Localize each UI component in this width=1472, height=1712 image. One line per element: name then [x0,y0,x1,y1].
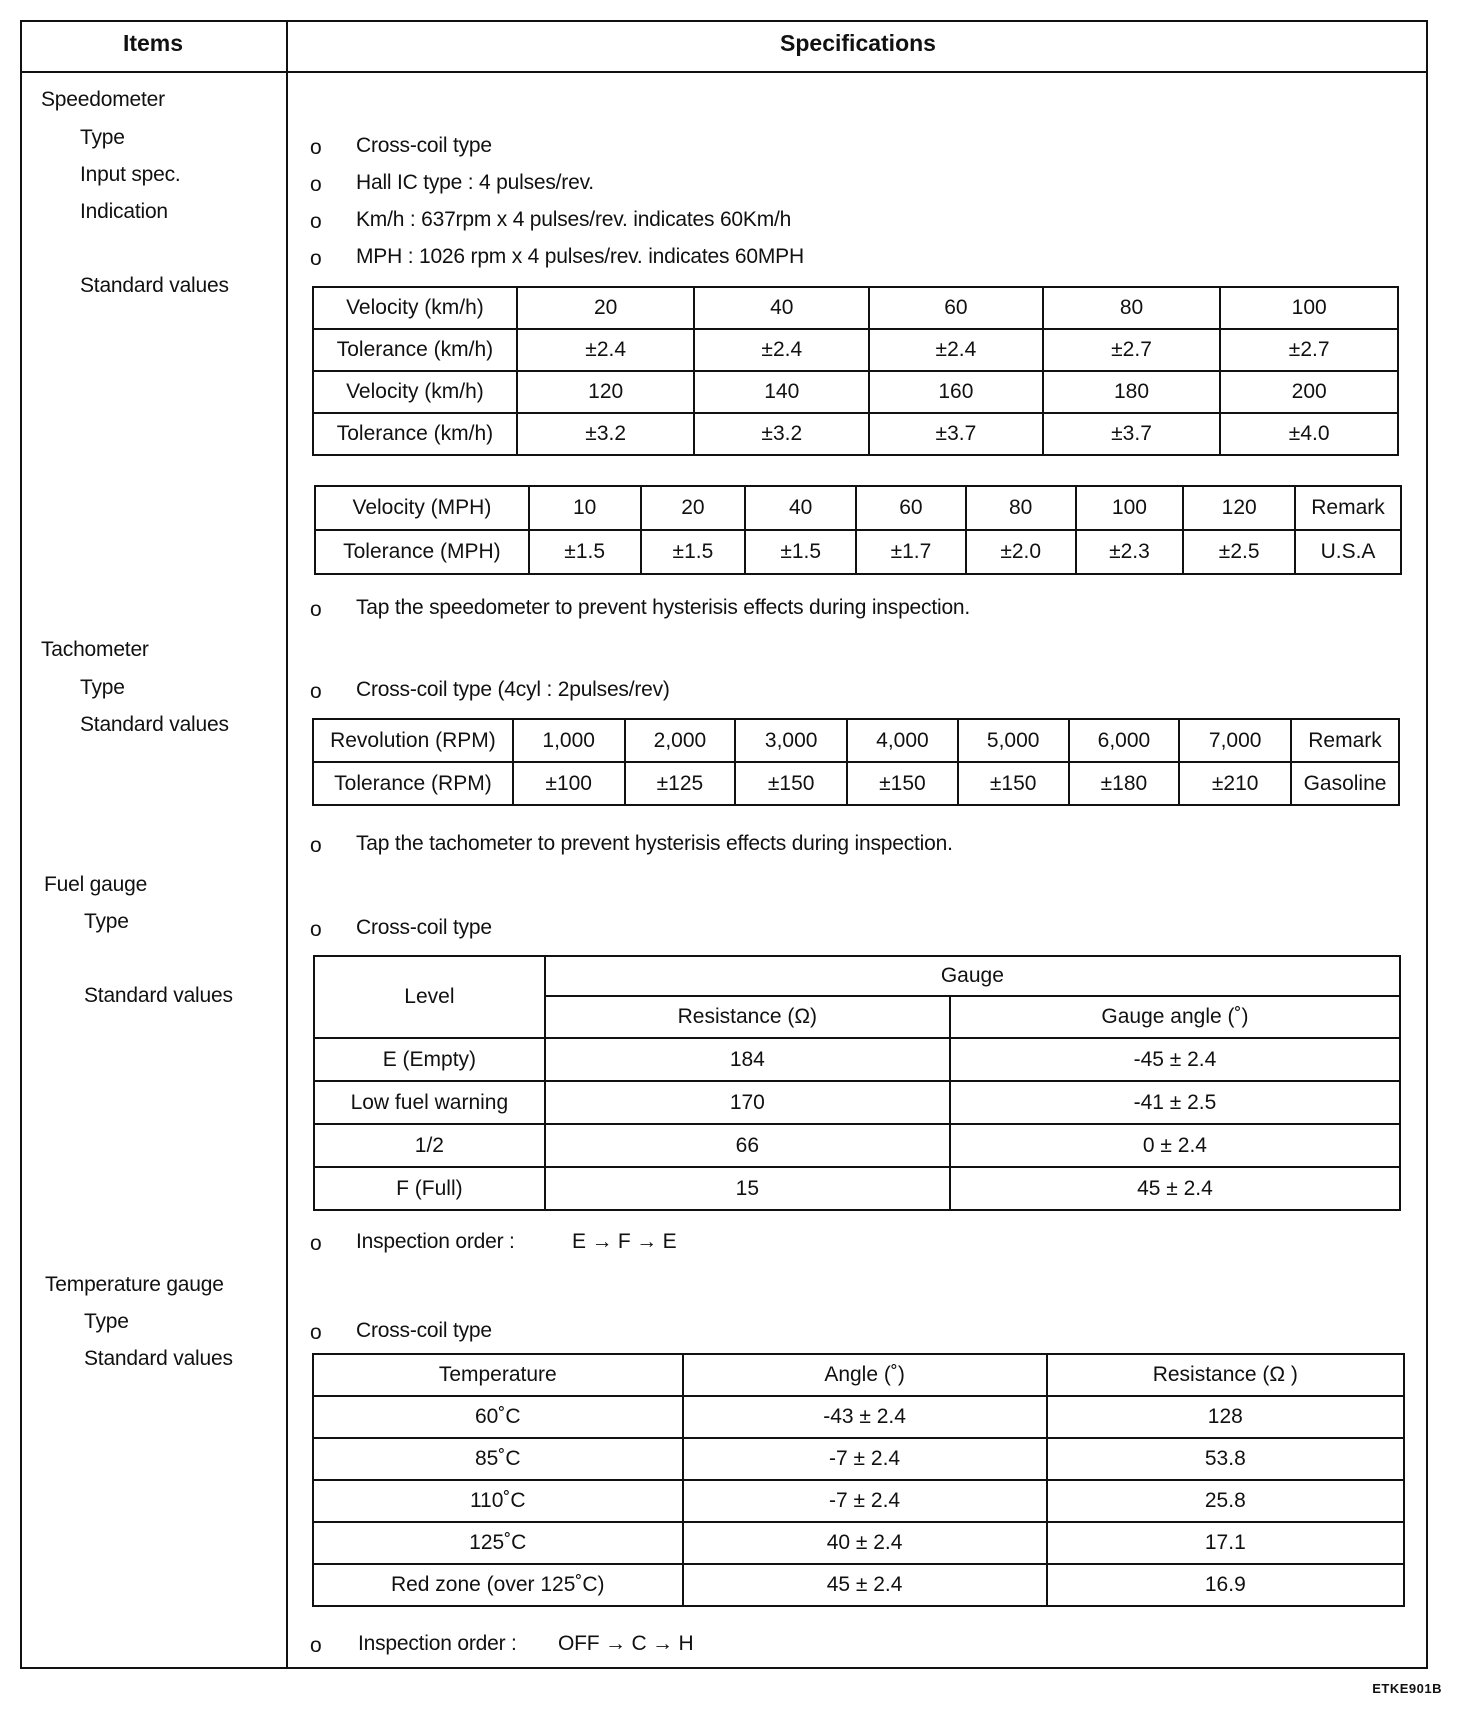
cell: 140 [694,371,869,413]
table-row [314,1081,1400,1124]
bullet: o [310,136,322,159]
table-row [315,486,1401,530]
cell: ±2.0 [966,530,1076,574]
cell: ±210 [1179,762,1291,805]
cell: 5,000 [958,719,1069,762]
row-header: Tolerance (MPH) [315,530,529,574]
gauge-angle-header: Gauge angle (˚) [950,996,1400,1038]
cell: 53.8 [1047,1438,1404,1480]
cell: ±150 [735,762,847,805]
gauge-group-header: Gauge [545,956,1400,996]
table-row [313,287,1398,329]
cell: ±1.7 [856,530,966,574]
cell: ±3.7 [1043,413,1221,455]
row-header: Tolerance (km/h) [313,329,517,371]
cell: -41 ± 2.5 [950,1081,1400,1124]
cell: ±1.5 [529,530,641,574]
cell: 60 [856,486,966,530]
cell: 160 [869,371,1043,413]
cell: 40 [745,486,856,530]
cell: ±2.7 [1220,329,1398,371]
bullet: o [310,247,322,270]
tachometer-type-value: Cross-coil type (4cyl : 2pulses/rev) [356,678,670,701]
temperature-inspection-label: Inspection order : [358,1632,517,1655]
bullet: o [310,173,322,196]
cell: ±2.5 [1183,530,1295,574]
bullet: o [310,680,322,703]
cell: ±2.4 [517,329,695,371]
fuel-gauge-type-value: Cross-coil type [356,916,492,939]
cell: ±3.2 [517,413,695,455]
row-header: Velocity (MPH) [315,486,529,530]
fuel-gauge-title: Fuel gauge [44,873,148,896]
cell: 45 ± 2.4 [683,1564,1047,1606]
table-row [314,1038,1400,1081]
cell: 15 [545,1167,950,1210]
cell: ±4.0 [1220,413,1398,455]
cell: ±2.4 [869,329,1043,371]
cell: 17.1 [1047,1522,1404,1564]
cell: 80 [1043,287,1221,329]
table-row [313,413,1398,455]
cell: 180 [1043,371,1221,413]
row-header: Tolerance (RPM) [313,762,513,805]
speedometer-input-spec-value: Hall IC type : 4 pulses/rev. [356,171,594,194]
cell: Low fuel warning [314,1081,545,1124]
figure-code: ETKE901B [1372,1681,1442,1696]
cell: 66 [545,1124,950,1167]
temperature-header: Temperature [313,1354,683,1396]
cell: 3,000 [735,719,847,762]
cell: 1/2 [314,1124,545,1167]
speedometer-input-spec-label: Input spec. [80,163,181,186]
cell: 10 [529,486,641,530]
tachometer-title: Tachometer [41,638,149,661]
cell: 0 ± 2.4 [950,1124,1400,1167]
speedometer-type-label: Type [80,126,125,149]
remark-header: Remark [1295,486,1401,530]
items-column-header: Items [122,30,184,56]
bullet: o [310,1232,322,1255]
cell: 20 [641,486,746,530]
cell: 200 [1220,371,1398,413]
speedometer-kmh-table [312,286,1399,456]
table-row [313,329,1398,371]
speedometer-indication-label: Indication [80,200,168,223]
cell: 25.8 [1047,1480,1404,1522]
temperature-gauge-type-value: Cross-coil type [356,1319,492,1342]
remark-header: Remark [1291,719,1399,762]
fuel-inspection-order: E → F → E [572,1230,677,1253]
cell: 120 [517,371,695,413]
table-header-row [314,956,1400,996]
table-row [314,1124,1400,1167]
table-header-row [313,1354,1404,1396]
cell: ±150 [847,762,958,805]
level-header: Level [314,956,545,1038]
table-row [313,371,1398,413]
bullet: o [310,1321,322,1344]
speedometer-type-value: Cross-coil type [356,134,492,157]
speedometer-indication-kmh: Km/h : 637rpm x 4 pulses/rev. indicates 60Km/h [356,208,792,231]
tachometer-note: Tap the tachometer to prevent hysterisis effects during inspection. [356,832,953,855]
cell: 110˚C [313,1480,683,1522]
cell: 40 ± 2.4 [683,1522,1047,1564]
temperature-gauge-title: Temperature gauge [45,1273,224,1296]
table-row [313,1438,1404,1480]
table-row [314,1167,1400,1210]
speedometer-indication-mph: MPH : 1026 rpm x 4 pulses/rev. indicates 60MPH [356,245,804,268]
speedometer-title: Speedometer [41,88,165,111]
cell: Red zone (over 125˚C) [313,1564,683,1606]
remark-value: U.S.A [1295,530,1401,574]
cell: 6,000 [1069,719,1180,762]
cell: E (Empty) [314,1038,545,1081]
fuel-gauge-standard-values-label: Standard values [84,984,233,1007]
table-row [313,1564,1404,1606]
cell: 100 [1220,287,1398,329]
angle-header: Angle (˚) [683,1354,1047,1396]
cell: -45 ± 2.4 [950,1038,1400,1081]
specifications-column-header: Specifications [780,30,936,56]
tachometer-type-label: Type [80,676,125,699]
cell: ±2.3 [1076,530,1184,574]
tachometer-table [312,718,1400,806]
row-header: Revolution (RPM) [313,719,513,762]
cell: 128 [1047,1396,1404,1438]
table-row [315,530,1401,574]
bullet: o [310,598,322,621]
cell: 1,000 [513,719,625,762]
cell: ±100 [513,762,625,805]
cell: ±2.7 [1043,329,1221,371]
cell: 2,000 [625,719,736,762]
cell: 40 [694,287,869,329]
cell: 45 ± 2.4 [950,1167,1400,1210]
fuel-inspection-label: Inspection order : [356,1230,515,1253]
cell: ±1.5 [745,530,856,574]
cell: ±2.4 [694,329,869,371]
table-row [313,1480,1404,1522]
table-row [313,1522,1404,1564]
cell: 4,000 [847,719,958,762]
cell: -43 ± 2.4 [683,1396,1047,1438]
speedometer-note: Tap the speedometer to prevent hysterisis effects during inspection. [356,596,971,619]
bullet: o [310,1634,322,1657]
speedometer-mph-table [314,485,1402,575]
temperature-gauge-table [312,1353,1405,1607]
cell: 100 [1076,486,1184,530]
remark-value: Gasoline [1291,762,1399,805]
table-row [313,1396,1404,1438]
cell: F (Full) [314,1167,545,1210]
row-header: Tolerance (km/h) [313,413,517,455]
cell: 120 [1183,486,1295,530]
cell: 125˚C [313,1522,683,1564]
column-divider [286,20,288,1669]
header-divider [20,71,1428,73]
cell: 170 [545,1081,950,1124]
cell: 60 [869,287,1043,329]
tachometer-standard-values-label: Standard values [80,713,229,736]
bullet: o [310,834,322,857]
cell: ±1.5 [641,530,746,574]
cell: ±3.2 [694,413,869,455]
cell: ±150 [958,762,1069,805]
temperature-gauge-standard-values-label: Standard values [84,1347,233,1370]
row-header: Velocity (km/h) [313,287,517,329]
cell: -7 ± 2.4 [683,1438,1047,1480]
cell: 184 [545,1038,950,1081]
row-header: Velocity (km/h) [313,371,517,413]
cell: -7 ± 2.4 [683,1480,1047,1522]
table-row [313,762,1399,805]
cell: 85˚C [313,1438,683,1480]
fuel-gauge-type-label: Type [84,910,129,933]
speedometer-standard-values-label: Standard values [80,274,229,297]
cell: 7,000 [1179,719,1291,762]
cell: ±180 [1069,762,1180,805]
cell: 60˚C [313,1396,683,1438]
table-row [313,719,1399,762]
bullet: o [310,210,322,233]
resistance-header: Resistance (Ω) [545,996,950,1038]
cell: 20 [517,287,695,329]
temperature-gauge-type-label: Type [84,1310,129,1333]
resistance-header: Resistance (Ω ) [1047,1354,1404,1396]
cell: ±125 [625,762,736,805]
temperature-inspection-order: OFF → C → H [558,1632,694,1655]
bullet: o [310,918,322,941]
cell: ±3.7 [869,413,1043,455]
cell: 80 [966,486,1076,530]
cell: 16.9 [1047,1564,1404,1606]
fuel-gauge-table [313,955,1401,1211]
